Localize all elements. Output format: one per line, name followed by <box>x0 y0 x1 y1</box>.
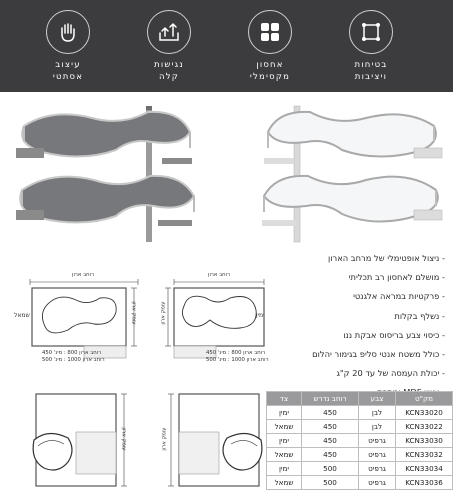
side-label: שמאל <box>14 312 30 319</box>
table-cell: לבן <box>359 406 396 420</box>
drawing-note: רוחב ארון 800 : מינ' 450 <box>42 350 102 356</box>
max-storage-grid-icon <box>248 10 292 54</box>
column-header: צד <box>267 392 302 406</box>
table-cell: גרפיט <box>359 448 396 462</box>
features-banner <box>0 0 453 92</box>
dimension-label: עומק ארון <box>130 301 137 325</box>
dimension-label: עומק ארון <box>160 301 167 325</box>
drawing-note: רוחב ארון 1000 : מינ' 500 <box>42 357 105 363</box>
table-cell: גרפיט <box>359 476 396 490</box>
column-header: מק"ט <box>396 392 453 406</box>
drawing-left-bottom <box>28 380 133 495</box>
bullet-dash: - <box>439 329 445 340</box>
feature-line2: ויציבות <box>354 72 388 82</box>
feature-line1: נגישות <box>154 60 184 70</box>
bullet-dash: - <box>439 272 445 283</box>
table-cell: KCN33030 <box>396 434 453 448</box>
list-item-text: פרקטיות במראה אלגנטי <box>353 291 440 302</box>
table-cell: ימין <box>267 462 302 476</box>
dimension-label: רוחב ארון <box>208 272 231 278</box>
table-cell: ימין <box>267 406 302 420</box>
feature-line1: עיצוב <box>55 60 81 70</box>
table-cell: שמאל <box>267 420 302 434</box>
table-cell: 500 <box>302 462 359 476</box>
column-header: צבע <box>359 392 396 406</box>
table-cell: לבן <box>359 420 396 434</box>
table-row <box>267 462 453 476</box>
list-item-text: מושלם לאחסון רב תכליתי <box>348 272 440 283</box>
table-row <box>267 420 453 434</box>
product-photo-white <box>246 98 446 248</box>
feature-aesthetic <box>23 4 113 92</box>
table-cell: ימין <box>267 434 302 448</box>
table-cell: גרפיט <box>359 462 396 476</box>
feature-line2: קלה <box>158 72 179 82</box>
list-item-text: כיסוי צבע בריסוס אבקת ננו <box>343 329 440 340</box>
spec-table <box>266 391 453 490</box>
table-row <box>267 434 453 448</box>
column-header: רוחב נדרש <box>302 392 359 406</box>
table-cell: KCN33032 <box>396 448 453 462</box>
feature-line1: אחסון <box>256 60 284 70</box>
drawing-right-top <box>160 262 268 367</box>
list-item-text: נשלף בקלות <box>394 310 440 321</box>
table-cell: גרפיט <box>359 434 396 448</box>
table-row <box>267 406 453 420</box>
table-header-row <box>267 392 453 406</box>
bullet-dash: - <box>439 291 445 302</box>
list-item-text: כולל משטח אנטי סליפ בגימור יהלום <box>312 348 440 359</box>
bullet-dash: - <box>439 253 445 263</box>
dimension-label: עומק ארון <box>120 427 127 451</box>
feature-line2: מקסימלי <box>249 72 291 82</box>
feature-safety <box>326 4 416 92</box>
feature-access <box>124 4 214 92</box>
drawing-left-top <box>14 262 143 367</box>
safety-frame-icon <box>349 10 393 54</box>
table-cell: שמאל <box>267 448 302 462</box>
table-cell: 450 <box>302 448 359 462</box>
list-item-text: יכולת העמסה של עד 20 ק"ג <box>336 368 440 379</box>
table-cell: KCN33034 <box>396 462 453 476</box>
bullet-dash: - <box>439 310 445 321</box>
table-cell: 500 <box>302 476 359 490</box>
drawing-note: רוחב ארון 1000 : מינ' 500 <box>206 357 269 363</box>
dimension-label: עומק ארון <box>161 427 168 451</box>
table-cell: 450 <box>302 406 359 420</box>
table-cell: KCN33022 <box>396 420 453 434</box>
dimension-label: רוחב ארון <box>72 272 95 278</box>
table-row <box>267 476 453 490</box>
side-label: ימין <box>256 312 265 319</box>
table-cell: KCN33036 <box>396 476 453 490</box>
drawing-note: רוחב ארון 800 : מינ' 450 <box>206 350 266 356</box>
table-cell: 450 <box>302 420 359 434</box>
easy-access-tray-icon <box>147 10 191 54</box>
ergonomic-hand-icon <box>46 10 90 54</box>
drawing-right-bottom <box>161 380 265 495</box>
feature-line2: אסתטי <box>52 72 84 82</box>
bullet-dash: - <box>439 348 445 359</box>
table-row <box>267 448 453 462</box>
feature-line1: בטיחות <box>354 60 388 70</box>
list-item-text: ניצול אופטימלי של מרחב הארון <box>328 253 440 263</box>
table-cell: שמאל <box>267 476 302 490</box>
table-cell: 450 <box>302 434 359 448</box>
feature-storage <box>225 4 315 92</box>
product-photo-graphite <box>12 98 212 248</box>
bullet-dash: - <box>439 368 445 379</box>
table-cell: KCN33020 <box>396 406 453 420</box>
